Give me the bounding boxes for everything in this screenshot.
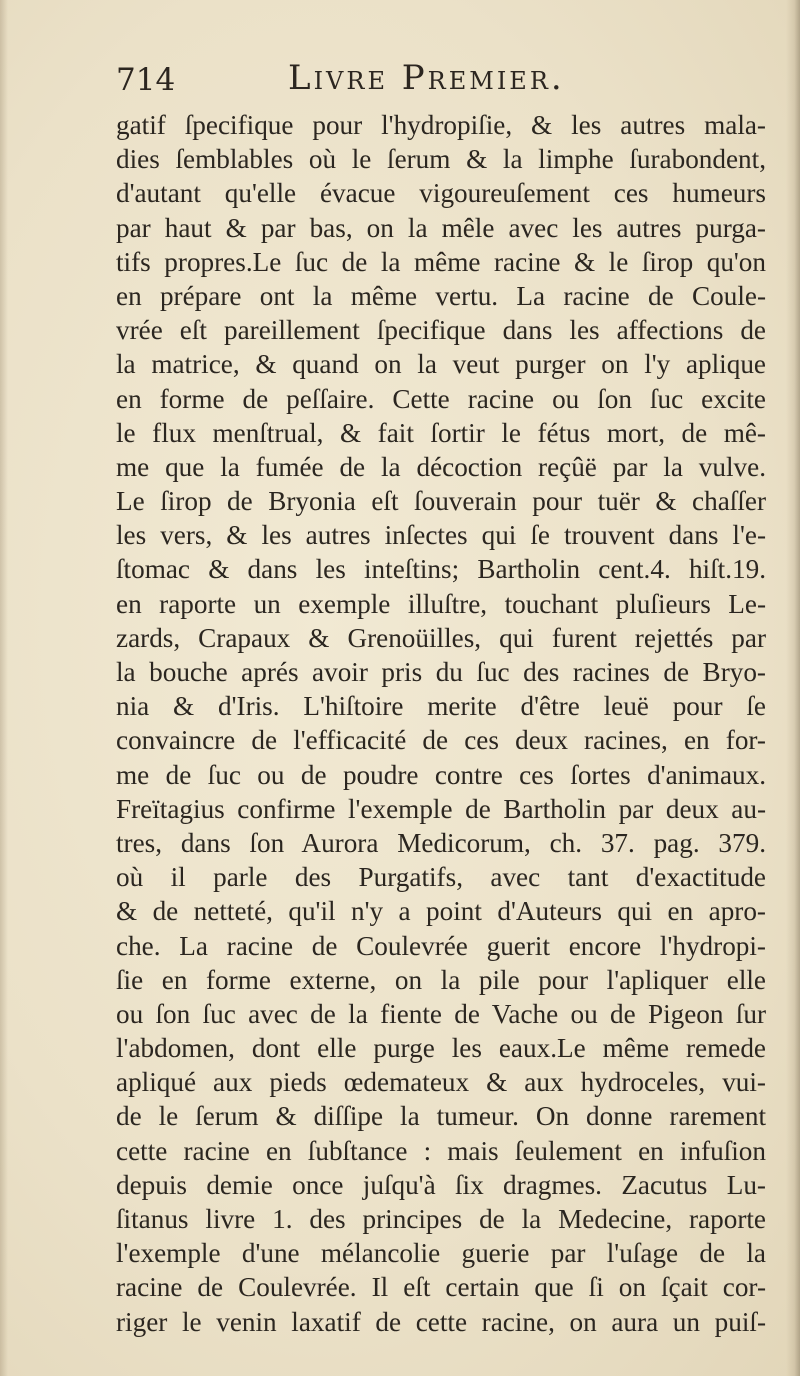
text-line: Le ſirop de Bryonia eſt ſouverain pour tuër & chaſſer [116,486,766,517]
text-line: où il parle des Purgatifs, avec tant d'exactitude [116,862,766,893]
text-line: les vers, & les autres inſectes qui ſe trouvent dans l'e- [116,520,766,551]
text-line: me que la fumée de la décoction reçûë par la vulve. [116,451,766,482]
text-line: convaincre de l'efficacité de ces deux racines, en for- [116,725,766,756]
text-line: de le ſerum & diſſipe la tumeur. On donne rarement [116,1101,766,1132]
text-line: la bouche aprés avoir pris du ſuc des racines de Bryo- [116,657,766,687]
page-left-shadow [0,0,8,1376]
text-line: ſtomac & dans les inteſtins; Bartholin cent.4. hiſt.19. [116,554,766,585]
page-header [116,58,766,104]
text-line: en forme de peſſaire. Cette racine ou ſon ſuc excite [116,383,766,414]
text-line: che. La racine de Coulevrée guerit encore l'hydropi- [116,930,766,961]
text-line: vrée eſt pareillement ſpecifique dans les affections de [116,315,766,346]
text-line: gatif ſpecifique pour l'hydropiſie, & les autres mala- [116,110,766,140]
text-line: tifs propres.Le ſuc de la même racine & le ſirop qu'on [116,246,766,277]
text-line: ou ſon ſuc avec de la fiente de Vache ou de Pigeon ſur [116,998,766,1029]
text-line: en raporte un exemple illuſtre, touchant pluſieurs Le- [116,588,766,619]
text-line: ſitanus livre 1. des principes de la Medecine, raporte [116,1204,766,1234]
text-line: riger le venin laxatif de cette racine, on aura un puiſ- [116,1306,766,1337]
running-head: Livre Premier. [288,58,565,98]
text-line: tres, dans ſon Aurora Medicorum, ch. 37. pag. 379. [116,827,766,858]
text-line: le flux menſtrual, & fait ſortir le fétus mort, de mê- [116,417,766,448]
text-line: d'autant qu'elle évacue vigoureuſement ces humeurs [116,178,766,209]
page-number: 714 [116,62,176,98]
page-right-shadow [786,0,800,1376]
text-line: depuis demie once juſqu'à ſix dragmes. Zacutus Lu- [116,1169,766,1200]
text-line: me de ſuc ou de poudre contre ces ſortes d'animaux. [116,759,766,790]
text-line: zards, Crapaux & Grenoüilles, qui furent rejettés par [116,622,766,653]
text-line: l'exemple d'une mélancolie guerie par l'uſage de la [116,1238,766,1269]
text-line: par haut & par bas, on la mêle avec les autres purga- [116,212,766,243]
body-text [116,108,766,1339]
text-line: cette racine en ſubſtance : mais ſeulement en infuſion [116,1135,766,1166]
text-line: l'abdomen, dont elle purge les eaux.Le même remede [116,1033,766,1064]
text-line: nia & d'Iris. L'hiſtoire merite d'être leuë pour ſe [116,691,766,722]
text-line: & de netteté, qu'il n'y a point d'Auteurs qui en apro- [116,896,766,927]
text-line: Freïtagius confirme l'exemple de Bartholin par deux au- [116,793,766,824]
text-line: en prépare ont la même vertu. La racine de Coule- [116,280,766,311]
text-line: la matrice, & quand on la veut purger on l'y aplique [116,349,766,380]
text-line: apliqué aux pieds œdemateux & aux hydroceles, vui- [116,1067,766,1098]
text-line: dies ſemblables où le ſerum & la limphe ſurabondent, [116,144,766,175]
text-line: ſie en forme externe, on la pile pour l'apliquer elle [116,964,766,995]
text-line: racine de Coulevrée. Il eſt certain que ſi on ſçait cor- [116,1272,766,1303]
